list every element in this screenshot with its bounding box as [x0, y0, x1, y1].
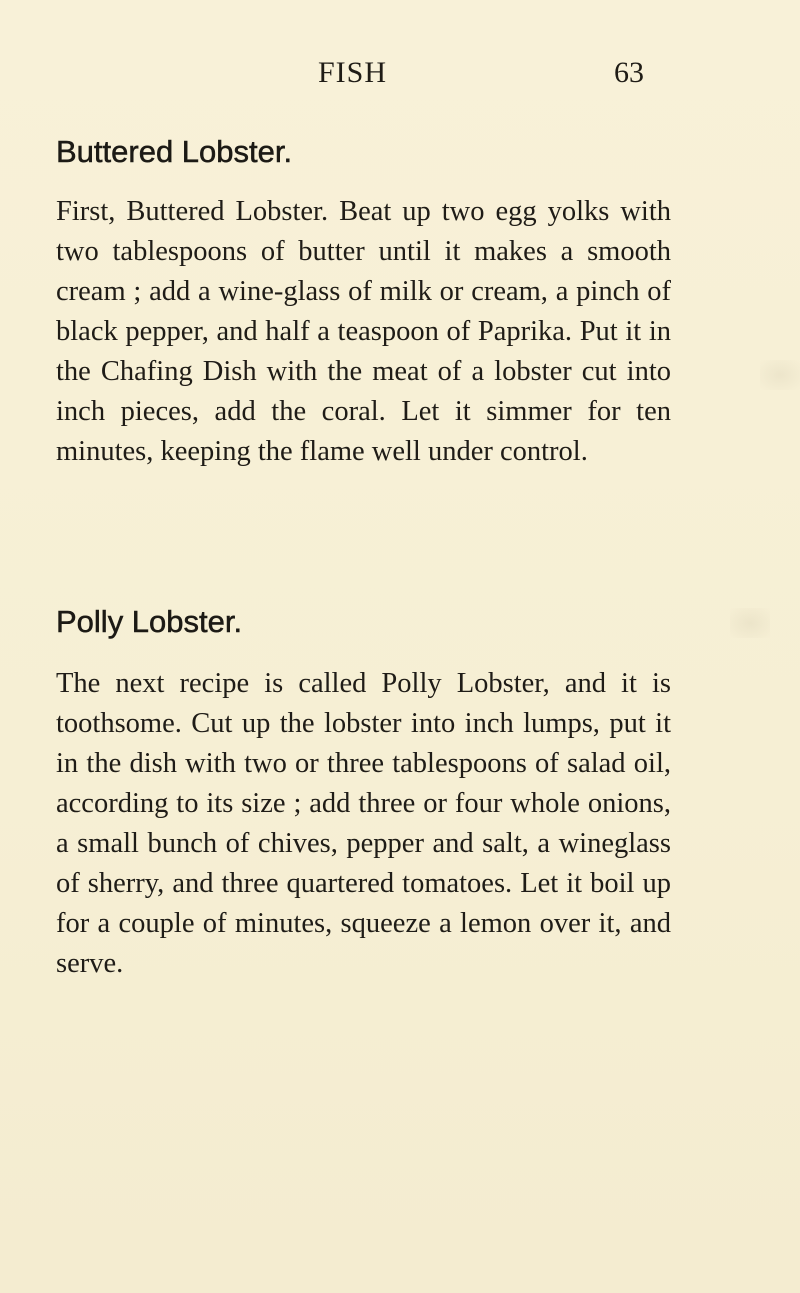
- recipe-body-buttered-lobster: First, Buttered Lobster. Beat up two egg yolks with two tablespoons of butter until it makes a smooth cream ; add a wine-glass of milk or cream, a pinch of black pepper, and half a teaspoon of Paprika. Put it in the Chafing Dish with the meat of a lobster cut into inch pieces, add the coral. Let it simmer for ten minutes, keeping the flame well under control.: [56, 196, 671, 467]
- recipe-heading-buttered-lobster: Buttered Lobster.: [56, 134, 293, 169]
- running-head: [0, 56, 800, 96]
- page-number: 63: [614, 56, 644, 89]
- chapter-title: FISH: [318, 56, 388, 89]
- recipe-body-polly-lobster: The next recipe is called Polly Lobster, and it is toothsome. Cut up the lobster into inch lumps, put it in the dish with two or three tablespoons of salad oil, according to its size ; add three or four whole onions, a small bunch of chives, pepper and salt, a wineglass of sherry, and three quartered tomatoes. Let it boil up for a couple of minutes, squeeze a lemon over it, and serve.: [56, 668, 671, 979]
- paper-mark: [730, 608, 770, 638]
- recipe-heading-polly-lobster: Polly Lobster.: [56, 604, 243, 639]
- paper-mark: [760, 360, 800, 390]
